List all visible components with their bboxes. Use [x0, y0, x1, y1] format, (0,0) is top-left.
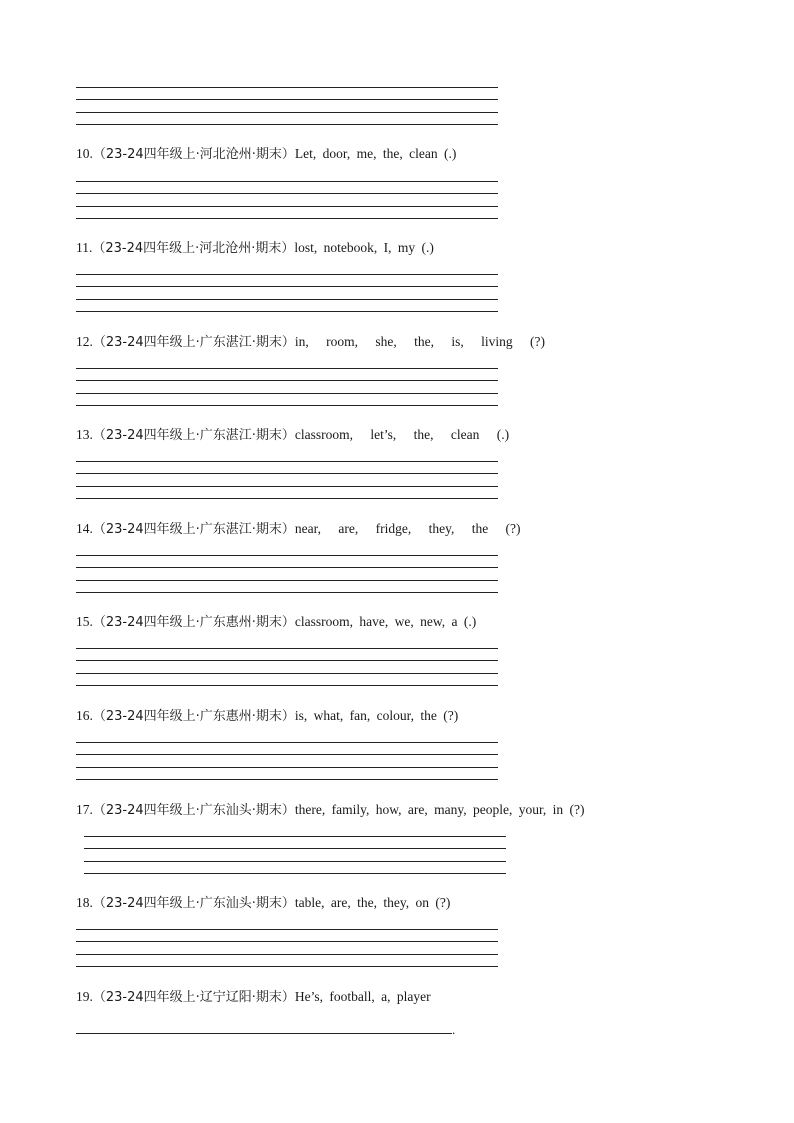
- writing-lines: [76, 368, 498, 408]
- question-words: Let, door, me, the, clean (.): [294, 146, 457, 161]
- question-18: [76, 894, 450, 912]
- writing-line: [76, 929, 498, 930]
- question-13: [76, 426, 509, 444]
- question-number: 10.: [76, 146, 93, 161]
- question-words: in, room, she, the, is, living (?): [294, 334, 546, 349]
- question-14: [76, 520, 521, 538]
- writing-line: [76, 461, 498, 462]
- writing-line: [76, 742, 498, 743]
- writing-line: [76, 754, 498, 755]
- writing-line: [76, 299, 498, 300]
- question-source: （23-24四年级上·广东湛江·期末）: [92, 335, 295, 350]
- writing-lines: [76, 181, 498, 221]
- question-15: [76, 613, 476, 631]
- writing-line: [76, 567, 498, 568]
- question-source: （23-24四年级上·广东汕头·期末）: [92, 803, 295, 818]
- writing-line: [76, 580, 498, 581]
- writing-line: [76, 274, 498, 275]
- writing-line: [76, 555, 498, 556]
- writing-line: [76, 368, 498, 369]
- question-source: （23-24四年级上·广东汕头·期末）: [92, 896, 295, 911]
- question-source: （23-24四年级上·广东惠州·期末）: [92, 615, 295, 630]
- writing-line: [76, 124, 498, 125]
- question-11: [76, 239, 434, 257]
- writing-line: [76, 592, 498, 593]
- question-words: near, are, fridge, they, the (?): [294, 521, 521, 536]
- answer-line: [76, 1033, 452, 1034]
- writing-lines: [76, 742, 498, 782]
- question-17: [76, 801, 585, 819]
- writing-line: [76, 405, 498, 406]
- writing-line: [76, 673, 498, 674]
- writing-lines: [76, 929, 498, 969]
- writing-lines: [76, 87, 498, 127]
- question-10: [76, 145, 456, 163]
- question-words: classroom, have, we, new, a (.): [294, 614, 477, 629]
- question-number: 16.: [76, 708, 93, 723]
- writing-line: [84, 848, 506, 849]
- writing-line: [76, 779, 498, 780]
- writing-line: [76, 941, 498, 942]
- writing-line: [76, 206, 498, 207]
- question-source: （23-24四年级上·广东湛江·期末）: [92, 428, 295, 443]
- writing-line: [76, 99, 498, 100]
- writing-line: [76, 380, 498, 381]
- writing-line: [76, 685, 498, 686]
- writing-line: [84, 873, 506, 874]
- question-number: 17.: [76, 802, 93, 817]
- writing-line: [76, 311, 498, 312]
- question-words: lost, notebook, I, my (.): [294, 240, 434, 255]
- question-number: 19.: [76, 989, 93, 1004]
- question-words: table, are, the, they, on (?): [294, 895, 451, 910]
- writing-lines: [76, 461, 498, 501]
- writing-lines: [76, 274, 498, 314]
- writing-line: [76, 87, 498, 88]
- question-words: is, what, fan, colour, the (?): [294, 708, 459, 723]
- question-number: 18.: [76, 895, 93, 910]
- question-source: （23-24四年级上·河北沧州·期末）: [92, 147, 295, 162]
- writing-line: [76, 498, 498, 499]
- question-words: He’s, football, a, player: [294, 989, 431, 1004]
- question-source: （23-24四年级上·河北沧州·期末）: [92, 241, 295, 256]
- question-words: classroom, let’s, the, clean (.): [294, 427, 510, 442]
- writing-line: [76, 181, 498, 182]
- writing-line: [76, 286, 498, 287]
- writing-lines: [76, 648, 498, 688]
- answer-end-mark: .: [452, 1022, 456, 1037]
- question-number: 15.: [76, 614, 93, 629]
- question-12: [76, 333, 545, 351]
- writing-line: [76, 660, 498, 661]
- writing-line: [76, 648, 498, 649]
- writing-line: [76, 486, 498, 487]
- writing-line: [76, 193, 498, 194]
- writing-line: [76, 112, 498, 113]
- writing-lines: [84, 836, 506, 876]
- question-19: [76, 988, 431, 1006]
- question-source: （23-24四年级上·广东惠州·期末）: [92, 709, 295, 724]
- writing-line: [76, 218, 498, 219]
- writing-line: [76, 393, 498, 394]
- question-16: [76, 707, 458, 725]
- writing-line: [76, 954, 498, 955]
- writing-line: [84, 861, 506, 862]
- writing-lines: [76, 555, 498, 595]
- question-number: 14.: [76, 521, 93, 536]
- question-source: （23-24四年级上·辽宁辽阳·期末）: [92, 990, 295, 1005]
- writing-line: [76, 767, 498, 768]
- question-number: 12.: [76, 334, 93, 349]
- writing-line: [76, 473, 498, 474]
- question-number: 11.: [76, 240, 93, 255]
- question-number: 13.: [76, 427, 93, 442]
- writing-line: [84, 836, 506, 837]
- question-source: （23-24四年级上·广东湛江·期末）: [92, 522, 295, 537]
- writing-line: [76, 966, 498, 967]
- question-words: there, family, how, are, many, people, your, in (?): [294, 802, 585, 817]
